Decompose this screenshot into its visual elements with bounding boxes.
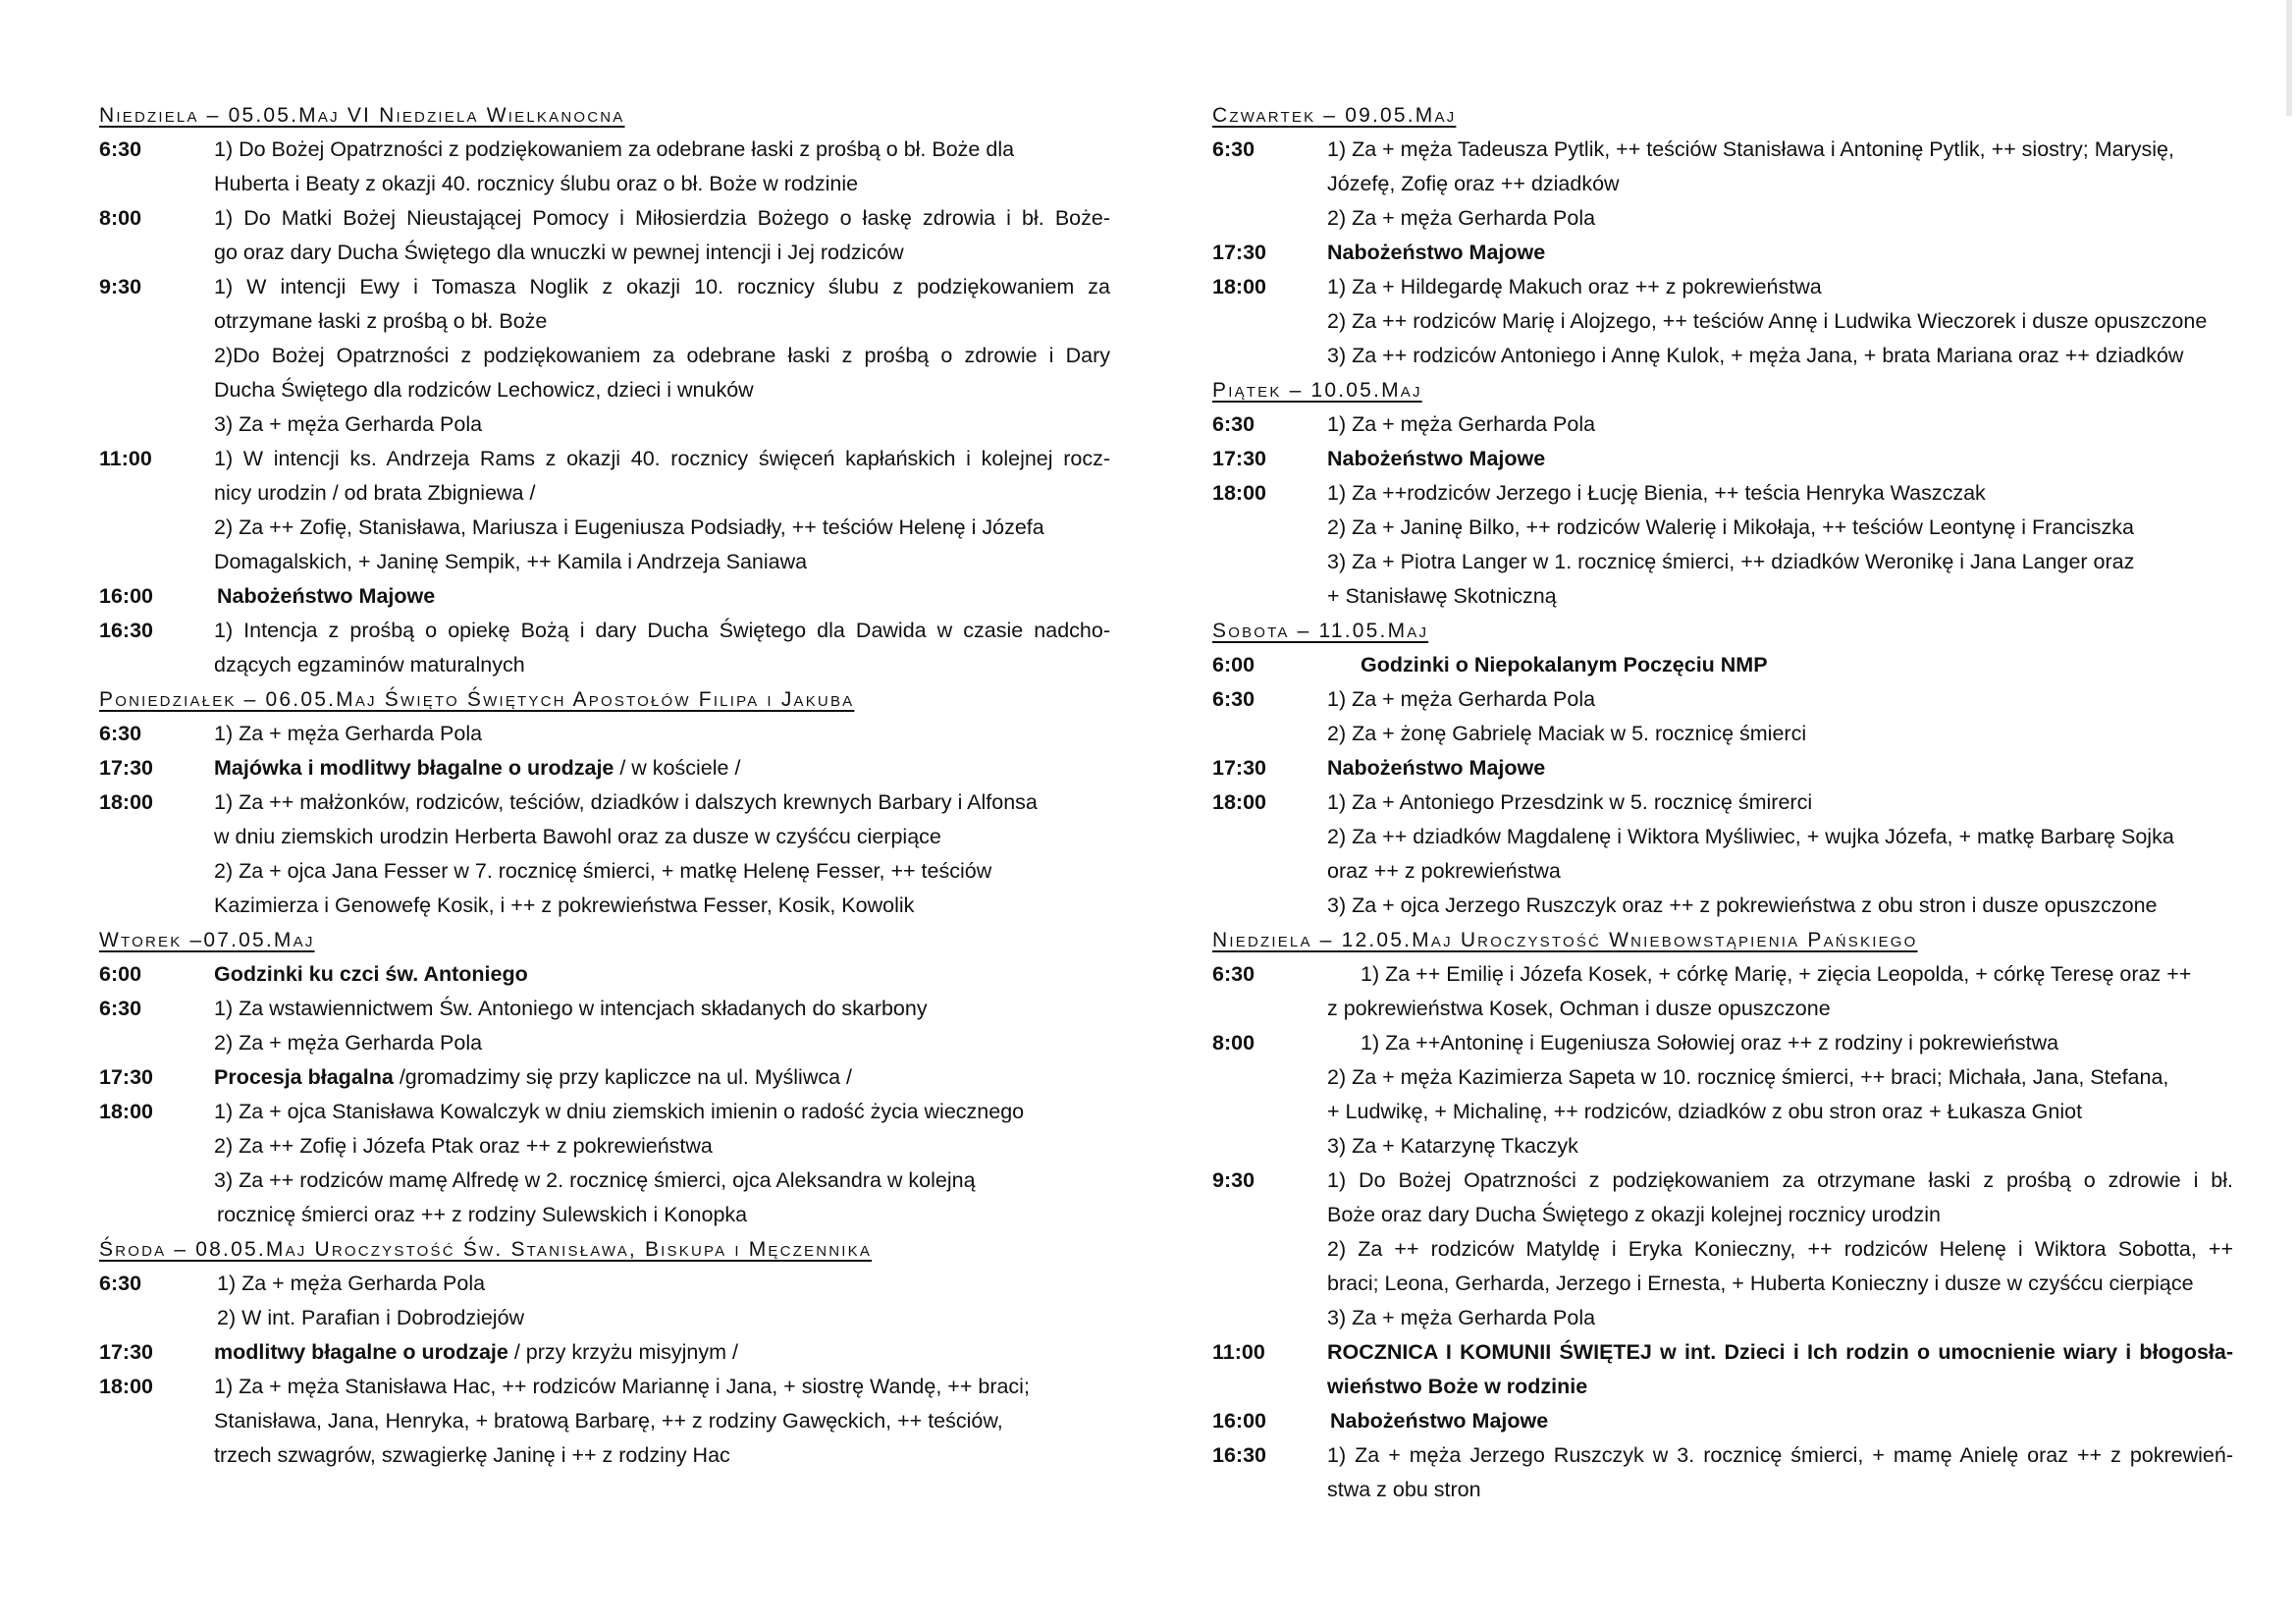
mass-intentions xyxy=(214,201,1110,270)
mass-time: 8:00 xyxy=(1212,1031,1255,1055)
mass-entry xyxy=(99,442,1110,579)
intention-line xyxy=(214,1335,1110,1370)
intention-line: 1) Za ++rodziców Jerzego i Łucję Bienia, ++ teścia Henryka Waszczak xyxy=(1327,481,1986,505)
intention-line: 1) Za + męża Tadeusza Pytlik, ++ teściów Stanisława i Antoninę Pytlik, ++ siostry; Marysię, xyxy=(1327,137,2174,161)
mass-time: 9:30 xyxy=(99,275,142,298)
intention-line: oraz ++ z pokrewieństwa xyxy=(1327,859,1561,883)
intention-bold-text: modlitwy błagalne o urodzaje xyxy=(214,1340,508,1364)
day-header: Sobota – 11.05.Maj xyxy=(1212,620,1429,642)
mass-intentions xyxy=(214,1095,1110,1232)
intention-line: 1) Do Matki Bożej Nieustającej Pomocy i Miłosierdzia Bożego o łaskę zdrowia i bł. Boże- xyxy=(214,206,1110,230)
mass-time: 18:00 xyxy=(1212,275,1266,298)
mass-intentions xyxy=(214,1370,1110,1473)
mass-intentions xyxy=(214,785,1110,923)
intention-line: 2) Za ++ rodziców Marię i Alojzego, ++ teściów Annę i Ludwika Wieczorek i dusze opuszczone xyxy=(1327,309,2208,333)
mass-time: 17:30 xyxy=(1212,756,1266,780)
day-header: Poniedziałek – 06.05.Maj Święto Świętych Apostołów Filipa i Jakuba xyxy=(99,688,855,711)
mass-entry xyxy=(99,1370,1110,1473)
mass-entry xyxy=(1212,1026,2233,1164)
mass-intentions xyxy=(1327,1026,2233,1164)
day-section xyxy=(1212,614,2233,923)
intention-line: Nabożeństwo Majowe xyxy=(1327,447,1546,470)
intention-line: 1) Za + męża Gerharda Pola xyxy=(214,722,483,745)
mass-intentions xyxy=(214,614,1110,682)
mass-entry xyxy=(1212,785,2233,923)
intention-line: 2) Za ++ Zofię i Józefa Ptak oraz ++ z pokrewieństwa xyxy=(214,1134,713,1158)
intention-line: 1) Za ++ Emilię i Józefa Kosek, + córkę Marię, + zięcia Leopolda, + córkę Teresę oraz ++ xyxy=(1361,962,2192,986)
mass-time: 17:30 xyxy=(99,1340,153,1364)
mass-intentions xyxy=(214,579,1110,614)
intention-line: 3) Za ++ rodziców mamę Alfredę w 2. rocznicę śmierci, ojca Aleksandra w kolejną xyxy=(214,1168,976,1192)
mass-intentions xyxy=(1327,1164,2233,1335)
mass-intentions xyxy=(1327,957,2233,1026)
intention-note: / w kościele / xyxy=(614,756,741,780)
mass-entry xyxy=(99,957,1110,992)
day-section xyxy=(99,923,1110,1232)
mass-entry xyxy=(1212,133,2233,236)
mass-entry xyxy=(99,1267,1110,1335)
mass-time: 17:30 xyxy=(1212,241,1266,264)
mass-time: 6:30 xyxy=(1212,412,1255,436)
intention-line xyxy=(214,1060,1110,1095)
intention-line: Józefę, Zofię oraz ++ dziadków xyxy=(1327,172,1620,195)
intention-line: trzech szwagrów, szwagierkę Janinę i ++ z rodziny Hac xyxy=(214,1443,730,1467)
day-section xyxy=(1212,923,2233,1507)
mass-time: 6:30 xyxy=(1212,962,1255,986)
mass-time: 17:30 xyxy=(99,1065,153,1089)
mass-entry xyxy=(99,201,1110,270)
mass-time: 18:00 xyxy=(99,790,153,814)
day-header: Piątek – 10.05.Maj xyxy=(1212,379,1422,402)
intention-line: otrzymane łaski z prośbą o bł. Boże xyxy=(214,309,548,333)
mass-intentions xyxy=(214,717,1110,751)
intention-line: go oraz dary Ducha Świętego dla wnuczki w pewnej intencji i Jej rodziców xyxy=(214,241,904,264)
mass-time: 6:00 xyxy=(99,962,142,986)
mass-intentions xyxy=(1327,1335,2233,1404)
mass-time: 18:00 xyxy=(99,1375,153,1398)
mass-entry xyxy=(1212,407,2233,442)
intention-line: 2) W int. Parafian i Dobrodziejów xyxy=(217,1306,525,1329)
mass-intentions xyxy=(1327,407,2233,442)
intention-line: 3) Za + męża Gerharda Pola xyxy=(1327,1306,1596,1329)
day-header: Niedziela – 12.05.Maj Uroczystość Wniebowstąpienia Pańskiego xyxy=(1212,929,1918,951)
intention-line: Nabożeństwo Majowe xyxy=(217,584,436,608)
mass-time: 6:30 xyxy=(99,1272,142,1295)
intention-line: 3) Za + męża Gerharda Pola xyxy=(214,412,483,436)
mass-entry xyxy=(1212,1438,2233,1507)
intention-line: Huberta i Beaty z okazji 40. rocznicy ślubu oraz o bł. Boże w rodzinie xyxy=(214,172,859,195)
mass-intentions xyxy=(1327,133,2233,236)
intention-line: Godzinki ku czci św. Antoniego xyxy=(214,962,528,986)
mass-time: 18:00 xyxy=(1212,481,1266,505)
intention-line: Nabożeństwo Majowe xyxy=(1327,241,1546,264)
mass-entry xyxy=(1212,270,2233,373)
day-header: Niedziela – 05.05.Maj VI Niedziela Wielkanocna xyxy=(99,104,625,127)
mass-time: 18:00 xyxy=(99,1100,153,1123)
mass-intentions xyxy=(1327,476,2233,614)
mass-entry xyxy=(99,133,1110,201)
intention-line: 1) Za + Hildegardę Makuch oraz ++ z pokrewieństwa xyxy=(1327,275,1822,298)
mass-intentions xyxy=(1327,785,2233,923)
intention-bold-text: Majówka i modlitwy błagalne o urodzaje xyxy=(214,756,614,780)
mass-time: 16:00 xyxy=(1212,1409,1266,1433)
mass-time: 16:00 xyxy=(99,584,153,608)
intention-line: rocznicę śmierci oraz ++ z rodziny Sulewskich i Konopka xyxy=(217,1203,748,1226)
mass-time: 9:30 xyxy=(1212,1168,1255,1192)
mass-time: 17:30 xyxy=(99,756,153,780)
mass-time: 16:30 xyxy=(1212,1443,1266,1467)
mass-time: 18:00 xyxy=(1212,790,1266,814)
mass-time: 11:00 xyxy=(1212,1340,1265,1364)
day-section xyxy=(1212,98,2233,373)
intention-line: + Ludwikę, + Michalinę, ++ rodziców, dziadków z obu stron oraz + Łukasza Gniot xyxy=(1327,1100,2083,1123)
intention-line: stwa z obu stron xyxy=(1327,1478,1481,1501)
mass-entry xyxy=(99,1060,1110,1095)
day-header: Wtorek –07.05.Maj xyxy=(99,929,315,951)
mass-intentions xyxy=(1327,270,2233,373)
intention-line: 1) W intencji ks. Andrzeja Rams z okazji 40. rocznicy święceń kapłańskich i kolejnej rocz- xyxy=(214,447,1110,470)
mass-intentions xyxy=(214,1060,1110,1095)
intention-line: braci; Leona, Gerharda, Jerzego i Ernesta, + Huberta Konieczny i dusze w czyśćcu cierpiące xyxy=(1327,1272,2194,1295)
intention-line: dzących egzaminów maturalnych xyxy=(214,653,525,677)
mass-intentions xyxy=(1327,1404,2233,1438)
intention-line: 1) Za + męża Stanisława Hac, ++ rodziców Mariannę i Jana, + siostrę Wandę, ++ braci; xyxy=(214,1375,1030,1398)
mass-intentions xyxy=(214,751,1110,785)
intention-line: Nabożeństwo Majowe xyxy=(1327,756,1546,780)
right-column xyxy=(1212,98,2233,1507)
intention-line: nicy urodzin / od brata Zbigniewa / xyxy=(214,481,536,505)
intention-line: Nabożeństwo Majowe xyxy=(1330,1409,1549,1433)
mass-time: 8:00 xyxy=(99,206,142,230)
mass-entry xyxy=(1212,957,2233,1026)
mass-entry xyxy=(99,614,1110,682)
day-header: Czwartek – 09.05.Maj xyxy=(1212,104,1457,127)
day-section xyxy=(99,1232,1110,1473)
intention-line: 1) Do Bożej Opatrzności z podziękowaniem za otrzymane łaski z prośbą o zdrowie i bł. xyxy=(1327,1168,2233,1192)
mass-entry xyxy=(1212,1335,2233,1404)
intention-line: Ducha Świętego dla rodziców Lechowicz, dzieci i wnuków xyxy=(214,378,754,402)
mass-intentions xyxy=(214,442,1110,579)
intention-line: 1) Za + ojca Stanisława Kowalczyk w dniu ziemskich imienin o radość życia wiecznego xyxy=(214,1100,1025,1123)
intention-line: 3) Za + Katarzynę Tkaczyk xyxy=(1327,1134,1578,1158)
intention-note: / przy krzyżu misyjnym / xyxy=(507,1340,738,1364)
mass-entry xyxy=(99,751,1110,785)
intention-line: 1) Za ++Antoninę i Eugeniusza Sołowiej oraz ++ z rodziny i pokrewieństwa xyxy=(1361,1031,2059,1055)
mass-time: 6:30 xyxy=(1212,687,1255,711)
mass-intentions xyxy=(1327,442,2233,476)
mass-intentions xyxy=(1327,648,2233,682)
intention-line: 2) Za + męża Gerharda Pola xyxy=(1327,206,1596,230)
intention-line: 3) Za + Piotra Langer w 1. rocznicę śmierci, ++ dziadków Weronikę i Jana Langer oraz xyxy=(1327,550,2135,573)
intention-line: + Stanisławę Skotniczną xyxy=(1327,584,1557,608)
intention-line: 2) Za + Janinę Bilko, ++ rodziców Walerię i Mikołaja, ++ teściów Leontynę i Franciszka xyxy=(1327,515,2134,539)
intention-line: 1) Za + męża Gerharda Pola xyxy=(217,1272,486,1295)
mass-intentions xyxy=(214,133,1110,201)
day-header: Środa – 08.05.Maj Uroczystość Św. Stanisława, Biskupa i Męczennika xyxy=(99,1238,873,1261)
mass-time: 6:30 xyxy=(99,722,142,745)
intention-line: ROCZNICA I KOMUNII ŚWIĘTEJ w int. Dzieci i Ich rodzin o umocnienie wiary i błogosła- xyxy=(1327,1340,2233,1364)
intention-line: 2) Za ++ rodziców Matyldę i Eryka Konieczny, ++ rodziców Helenę i Wiktora Sobotta, ++ xyxy=(1327,1237,2233,1261)
intention-line: Domagalskich, + Janinę Sempik, ++ Kamila i Andrzeja Saniawa xyxy=(214,550,808,573)
intention-line: Godzinki o Niepokalanym Poczęciu NMP xyxy=(1361,653,1768,677)
intention-line: w dniu ziemskich urodzin Herberta Bawohl oraz za dusze w czyśćcu cierpiące xyxy=(214,825,941,848)
mass-time: 6:30 xyxy=(99,137,142,161)
intention-line: 1) Za wstawiennictwem Św. Antoniego w intencjach składanych do skarbony xyxy=(214,997,928,1020)
mass-time: 11:00 xyxy=(99,447,152,470)
intention-line: 1) Do Bożej Opatrzności z podziękowaniem za odebrane łaski z prośbą o bł. Boże dla xyxy=(214,137,1015,161)
intention-line: 1) Za ++ małżonków, rodziców, teściów, dziadków i dalszych krewnych Barbary i Alfonsa xyxy=(214,790,1038,814)
intention-line: 2) Za + ojca Jana Fesser w 7. rocznicę śmierci, + matkę Helenę Fesser, ++ teściów xyxy=(214,859,992,883)
intention-line: Stanisława, Jana, Henryka, + bratową Barbarę, ++ z rodziny Gawęckich, ++ teściów, xyxy=(214,1409,1003,1433)
mass-intentions xyxy=(214,1335,1110,1370)
intention-line: 2) Za ++ Zofię, Stanisława, Mariusza i Eugeniusza Podsiadły, ++ teściów Helenę i Józefa xyxy=(214,515,1044,539)
intention-line: 2) Za + męża Kazimierza Sapeta w 10. rocznicę śmierci, ++ braci; Michała, Jana, Stefana, xyxy=(1327,1065,2169,1089)
intention-line: 2) Za ++ dziadków Magdalenę i Wiktora Myśliwiec, + wujka Józefa, + matkę Barbarę Sojka xyxy=(1327,825,2174,848)
intention-line: 1) Za + męża Gerharda Pola xyxy=(1327,687,1596,711)
mass-intentions xyxy=(214,270,1110,442)
mass-entry xyxy=(1212,236,2233,270)
mass-entry xyxy=(99,992,1110,1060)
scrollbar-mark xyxy=(2286,0,2292,116)
day-section xyxy=(99,682,1110,923)
mass-intentions xyxy=(1327,1438,2233,1507)
mass-entry xyxy=(1212,476,2233,614)
mass-intentions xyxy=(1327,682,2233,751)
mass-entry xyxy=(99,785,1110,923)
intention-bold-text: Procesja błagalna xyxy=(214,1065,394,1089)
mass-entry xyxy=(99,270,1110,442)
mass-entry xyxy=(1212,1164,2233,1335)
intention-line: 1) Intencja z prośbą o opiekę Bożą i dary Ducha Świętego dla Dawida w czasie nadcho- xyxy=(214,619,1110,642)
mass-entry xyxy=(1212,1404,2233,1438)
intention-line: wieństwo Boże w rodzinie xyxy=(1327,1375,1588,1398)
intention-line: Boże oraz dary Ducha Świętego z okazji kolejnej rocznicy urodzin xyxy=(1327,1203,1942,1226)
intention-line: z pokrewieństwa Kosek, Ochman i dusze opuszczone xyxy=(1327,997,1831,1020)
mass-time: 6:00 xyxy=(1212,653,1255,677)
mass-intentions xyxy=(1327,751,2233,785)
mass-intentions xyxy=(214,957,1110,992)
intention-line: 3) Za ++ rodziców Antoniego i Annę Kulok, + męża Jana, + brata Mariana oraz ++ dziadków xyxy=(1327,344,2184,367)
intention-line xyxy=(214,751,1110,785)
mass-time: 16:30 xyxy=(99,619,153,642)
mass-time: 17:30 xyxy=(1212,447,1266,470)
intention-line: 1) Za + Antoniego Przesdzink w 5. rocznicę śmirerci xyxy=(1327,790,1813,814)
intention-line: 1) W intencji Ewy i Tomasza Noglik z okazji 10. rocznicy ślubu z podziękowaniem za xyxy=(214,275,1110,298)
intention-line: 2) Za + męża Gerharda Pola xyxy=(214,1031,483,1055)
mass-entry xyxy=(1212,751,2233,785)
mass-intentions xyxy=(1327,236,2233,270)
mass-intentions xyxy=(214,992,1110,1060)
mass-entry xyxy=(1212,682,2233,751)
day-section xyxy=(1212,373,2233,614)
intention-line: 1) Za + męża Gerharda Pola xyxy=(1327,412,1596,436)
day-section xyxy=(99,98,1110,682)
mass-entry xyxy=(1212,442,2233,476)
mass-entry xyxy=(99,717,1110,751)
mass-intentions xyxy=(214,1267,1110,1335)
mass-entry xyxy=(99,1335,1110,1370)
intention-note: /gromadzimy się przy kapliczce na ul. Myśliwca / xyxy=(393,1065,853,1089)
mass-entry xyxy=(1212,648,2233,682)
mass-time: 6:30 xyxy=(1212,137,1255,161)
mass-entry xyxy=(99,579,1110,614)
mass-entry xyxy=(99,1095,1110,1232)
left-column xyxy=(99,98,1110,1473)
intention-line: 2)Do Bożej Opatrzności z podziękowaniem za odebrane łaski z prośbą o zdrowie i Dary xyxy=(214,344,1110,367)
intention-line: 3) Za + ojca Jerzego Ruszczyk oraz ++ z pokrewieństwa z obu stron i dusze opuszczone xyxy=(1327,893,2158,917)
mass-time: 6:30 xyxy=(99,997,142,1020)
intention-line: Kazimierza i Genowefę Kosik, i ++ z pokrewieństwa Fesser, Kosik, Kowolik xyxy=(214,893,915,917)
intention-line: 2) Za + żonę Gabrielę Maciak w 5. rocznicę śmierci xyxy=(1327,722,1807,745)
intention-line: 1) Za + męża Jerzego Ruszczyk w 3. rocznicę śmierci, + mamę Anielę oraz ++ z pokrewień- xyxy=(1327,1443,2233,1467)
